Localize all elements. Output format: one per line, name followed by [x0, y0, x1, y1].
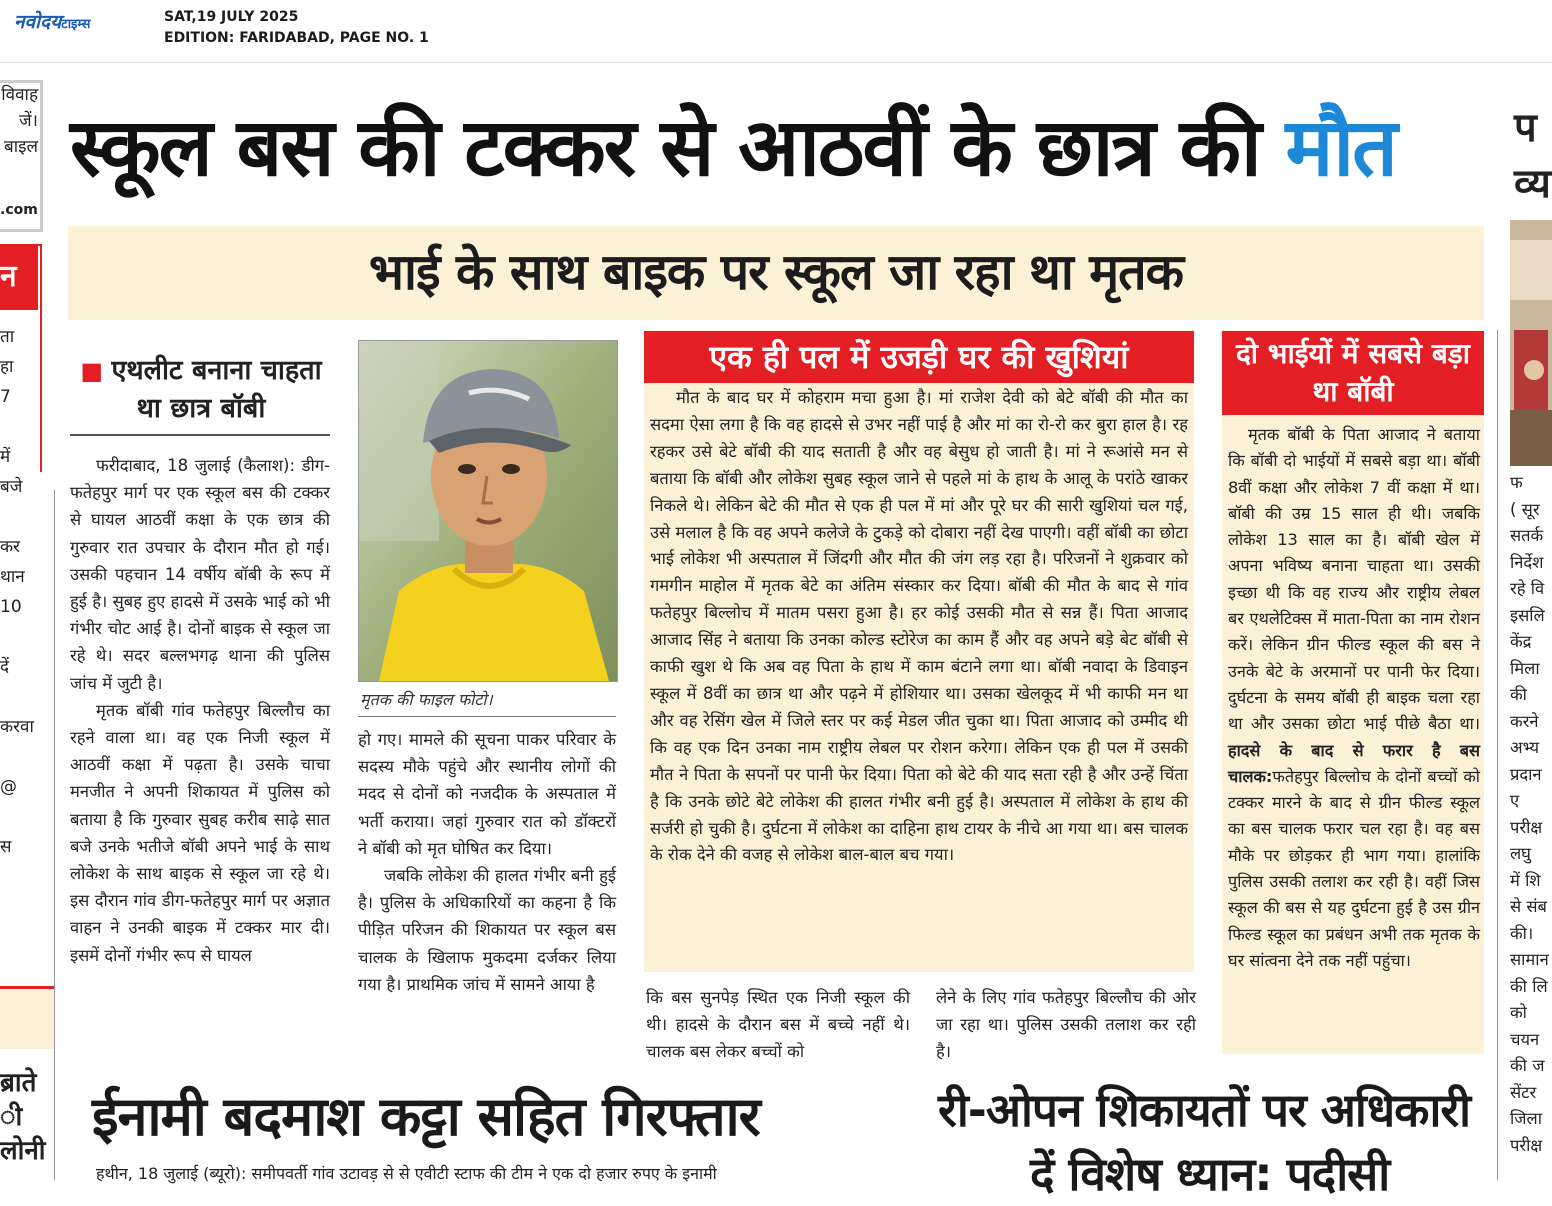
subheadline: भाई के साथ बाइक पर स्कूल जा रहा था मृतक: [368, 243, 1184, 301]
headline-highlight: मौत: [1285, 101, 1396, 194]
story-paragraph: फरीदाबाद, 18 जुलाई (कैलाश): डीग-फतेहपुर मार्ग पर एक स्कूल बस की टक्कर से घायल आठवीं कक्षा के एक छात्र की गुरुवार रात उपचार के दौरान मौत हो गई। उसकी पहचान 14 वर्षीय बॉबी के रूप में हुई है। सुबह हुए हादसे में उसके भाई को भी गंभीर चोट आई है। दोनों बाइक से स्कूल जा रहे थे। सदर बल्लभगढ़ थाना की पुलिस जांच में जुटी है।: [70, 456, 330, 693]
right-box-text: [1228, 422, 1480, 974]
logo-main: नवोदय: [14, 11, 62, 33]
photo-caption: मृतक की फाइल फोटो।: [360, 690, 493, 709]
bottom-headline-right-line2: दें विशेष ध्यान: पदीसी: [1030, 1147, 1390, 1201]
left-yellow-box: [0, 986, 54, 1049]
bottom-headline-right: री-ओपन शिकायतों पर अधिकारी: [938, 1083, 1471, 1137]
section-title: [72, 352, 330, 428]
section-title-text: एथलीट बनाना चाहता था छात्र बॉबी: [111, 355, 322, 424]
headline-text: स्कूल बस की टक्कर से आठवीं के छात्र की: [70, 101, 1286, 194]
left-ad-url: .com: [0, 202, 38, 218]
bottom-story-strip: हथीन, 18 जुलाई (ब्यूरो): समीपवर्ती गांव उटावड़ से से एवीटी स्टाफ की टीम ने एक दो हजार रुपए के इनामी: [96, 1164, 717, 1183]
issue-date: SAT,19 JULY 2025: [164, 9, 299, 25]
story-column-2: [358, 726, 616, 998]
victim-photo[interactable]: [358, 340, 618, 682]
center-box-title: एक ही पल में उजड़ी घर की खुशियां: [644, 331, 1194, 383]
continuation-left: [646, 984, 910, 1066]
bottom-headline-left: ईनामी बदमाश कट्टा सहित गिरफ्तार: [92, 1085, 760, 1148]
column-divider: [54, 490, 55, 1180]
left-bottom-fragment: ब्राते ी लोनी: [0, 1068, 46, 1166]
right-column-fragment: फ ( सूर सतर्क निर्देश रहे वि इसलि केंद्र मिला की करने अभ्य प्रदान ए परीक्ष लघु में शि से संब की। सामान की लि को चयन की ज सेंटर जिला परीक्ष: [1510, 473, 1549, 1155]
left-ad-text: विवाह जें। बाइल: [1, 85, 38, 157]
victim-photo-image: [359, 341, 617, 681]
continuation-right: [936, 984, 1196, 1066]
continuation-paragraph: कि बस सुनपेड़ स्थित एक निजी स्कूल की थी। हादसे के दौरान बस में बच्चे नहीं थे। चालक बस लेकर बच्चों को: [646, 988, 910, 1062]
right-box-title: दो भाईयों में सबसे बड़ा था बॉबी: [1222, 331, 1484, 415]
section-rule: [70, 434, 330, 436]
story-column-1: [70, 452, 330, 969]
caption-rule: [358, 716, 616, 717]
right-edge-headline: प व्य: [1514, 105, 1551, 207]
right-edge-photo: [1510, 220, 1552, 466]
story-paragraph: मृतक बॉबी गांव फतेहपुर बिल्लौच का रहने वाला था। वह एक निजी स्कूल में आठवीं कक्षा में पढ़ता है। उसके चाचा मनजीत ने अपनी शिकायत में पुलिस को बताया है कि गुरुवार सुबह करीब साढ़े सात बजे उनके भतीजे बॉबी अपने भाई के साथ लोकेश के साथ बाइक से स्कूल जा रहे थे। इस दौरान गांव डीग-फतेहपुर मार्ग पर अज्ञात वाहन ने उनकी बाइक में टक्कर मार दी। इसमें दोनों गंभीर रूप से घायल: [70, 700, 330, 965]
right-box-bold-lead: हादसे के बाद से फरार है बस चालक:: [1228, 740, 1480, 786]
edition-info: EDITION: FARIDABAD, PAGE NO. 1: [164, 30, 429, 46]
story-paragraph: जबकि लोकेश की हालत गंभीर बनी हुई है। पुलिस के अधिकारियों का कहना है कि पीड़ित परिजन की शिकायत पर स्कूल बस चालक के खिलाफ मुकदमा दर्जकर लिया गया है। प्राथमिक जांच में सामने आया है: [358, 866, 616, 994]
right-box-paragraph-2: फतेहपुर बिल्लोच के दोनों बच्चों को टक्कर मारने के बाद से ग्रीन फील्ड स्कूल का बस चालक फरार चल रहा है। वह बस मौके पर छोड़कर ही भाग गया। हालांकि पुलिस उसकी तलाश कर रही है। वहीं जिस स्कूल की बस से यह दुर्घटना हुई है उस ग्रीन फिल्ड स्कूल का प्रबंधन अभी तक मृतक के घर सांत्वना देने तक नहीं पहुंचा।: [1228, 766, 1480, 970]
square-bullet-icon: ■: [80, 357, 112, 385]
logo-sub: टाइम्स: [61, 17, 91, 32]
left-red-heading: न: [0, 244, 38, 310]
left-column-fragment: ता हा 7 में बजे कर थान 10 दें करवा @ स: [0, 327, 34, 857]
main-headline: [70, 100, 1510, 196]
column-divider: [1497, 330, 1498, 1180]
right-photo-image: [1510, 220, 1552, 466]
continuation-paragraph: लेने के लिए गांव फतेहपुर बिल्लौच की ओर जा रहा था। पुलिस उसकी तलाश कर रही है।: [936, 988, 1196, 1062]
right-box-paragraph: मृतक बॉबी के पिता आजाद ने बताया कि बॉबी दो भाईयों में सबसे बड़ा था। बॉबी 8वीं कक्षा और लोकेश 7 वीं कक्षा में था। बॉबी की उम्र 15 साल ही थी। जबकि लोकेश 13 साल का है। बॉबी खेल में अपना भविष्य बनाना चाहता था। उसकी इच्छा थी कि वह राज्य और राष्ट्रीय लेबल बर एथलेटिक्स में माता-पिता का नाम रोशन करें। लेकिन ग्रीन फील्ड स्कूल की बस ने उनके बेटे के अरमानों पर पानी फेर दिया। दुर्घटना के समय बॉबी ही बाइक चला रहा था और उसका छोटा भाई पीछे बैठा था।: [1228, 425, 1480, 734]
center-box-paragraph: मौत के बाद घर में कोहराम मचा हुआ है। मां राजेश देवी को बेटे बॉबी की मौत का सदमा ऐसा लगा है कि वह हादसे से उभर नहीं पाई है और मां का रो-रो कर बुरा हाल है। रह रहकर उसे बेटे बॉबी की याद सताती है और वह बेसुध हो जाती है। मां ने रूआंसे मन से बताया कि बॉबी और लोकेश सुबह स्कूल जाने से पहले मां के हाथ के आलू के परांठे खाकर निकले थे। लेकिन बेटे की मौत से एक ही पल में मां और पूरे घर की सारी खुशियां चल गई, उसे मलाल है कि वह अपने कलेजे के टुकड़े को दोबारा नहीं देख पाएगी। वहीं बॉबी का छोटा भाई लोकेश भी अस्पताल में जिंदगी और मौत की जंग लड़ रहा है। परिजनों ने शुक्रवार को गमगीन माहोल में मृतक बेटे का अंतिम संस्कार कर दिया। बॉबी की मौत के बाद से गांव फतेहपुर बिल्लोच में मातम पसरा हुआ है। हर कोई उसकी मौत से सन्न हैं। पिता आजाद आजाद सिंह ने बताया कि उनका कोल्ड स्टोरेज का काम हैं और वह अपने बड़े बेट बॉबी से काफी खुश थे कि अब वह पिता के हाथ में काम बंटाने लगा था। बॉबी नवादा के डिवाइन स्कूल में 8वीं का छात्र था और पढ़ने में होशियार था। उसका खेलकूद में भी काफी मन था और वह रेसिंग खेल में जिले स्तर पर कई मेडल जीत चुका था। पिता आजाद को उम्मीद थी कि वह एक दिन उनका नाम राष्ट्रीय लेबल पर रोशन करेगा। लेकिन एक ही पल में उसकी मौत ने पिता के सपनों पर पानी फेर दिया। पिता को बेटे की याद सता रही है और उन्हें चिंता है कि उनके छोटे बेटे लोकेश की हालत गंभीर बनी हुई है। अस्पताल में लोकेश के हाथ की सर्जरी हो चुकी है। दुर्घटना में लोकेश का दाहिना हाथ टायर के नीचे आ गया था। बस चालक के रोक देने की वजह से लोकेश बाल-बाल बच गया।: [650, 388, 1188, 865]
newspaper-logo[interactable]: [14, 8, 90, 34]
center-box-text: [650, 385, 1188, 869]
story-paragraph: हो गए। मामले की सूचना पाकर परिवार के सदस्य मौके पहुंचे और स्थानीय लोगों की मदद से दोनों को नजदीक के अस्पताल में भर्ती कराया। जहां गुरुवार रात को डॉक्टरों ने बॉबी को मृत घोषित कर दिया।: [358, 730, 616, 858]
